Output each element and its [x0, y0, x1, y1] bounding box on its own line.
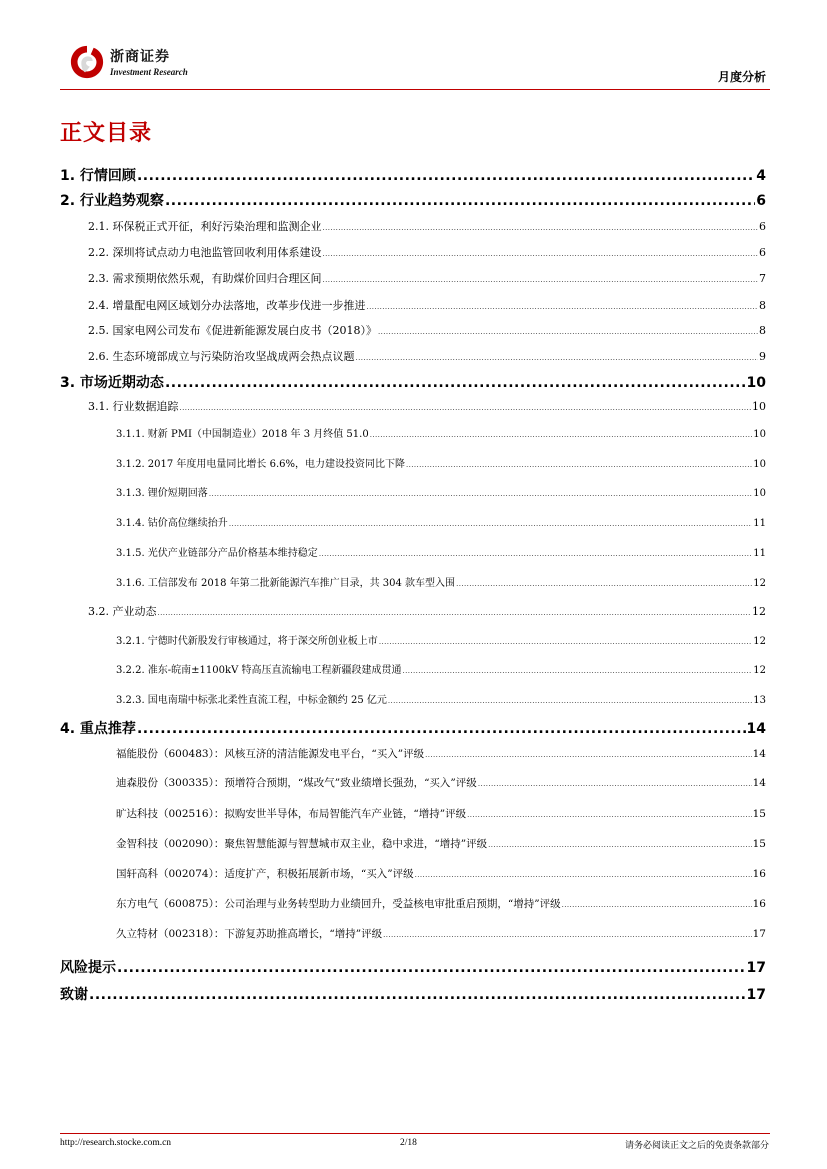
- toc-entry-page: 16: [752, 898, 766, 910]
- toc-entry[interactable]: [88, 218, 766, 234]
- toc-entry-page: 17: [746, 987, 766, 1003]
- toc-entry-label: 3.1.4. 钴价高位继续抬升: [116, 518, 228, 529]
- toc-leader-dots: [209, 490, 752, 498]
- toc-entry-label: 3.1.3. 锂价短期回落: [116, 488, 208, 499]
- toc-leader-dots: [478, 780, 752, 788]
- toc-leader-dots: [488, 841, 752, 849]
- toc-entry-label: 旷达科技（002516）：拟购安世半导体，布局智能汽车产业链，“增持”评级: [116, 808, 467, 820]
- footer-page-number: 2/18: [400, 1138, 417, 1148]
- toc-entry-page: 13: [753, 695, 766, 706]
- toc-entry-label: 3.1.5. 光伏产业链部分产品价格基本维持稳定: [116, 548, 318, 559]
- toc-entry-page: 8: [759, 324, 766, 337]
- toc-leader-dots: [456, 580, 752, 588]
- toc-entry-label: 2. 行业趋势观察: [60, 193, 164, 209]
- toc-leader-dots: [356, 354, 759, 362]
- toc-entry-label: 2.1. 环保税正式开征，利好污染治理和监测企业: [88, 220, 322, 233]
- toc-entry[interactable]: [88, 348, 766, 364]
- toc-entry[interactable]: [88, 322, 766, 338]
- toc-entry[interactable]: [60, 190, 766, 210]
- toc-entry[interactable]: [116, 455, 766, 470]
- toc-entry-page: 17: [752, 928, 766, 940]
- toc-leader-dots: [379, 638, 752, 646]
- toc-entry-label: 3.2.1. 宁德时代新股发行审核通过，将于深交所创业板上市: [116, 636, 378, 647]
- toc-leader-dots: [467, 811, 752, 819]
- toc-entry[interactable]: [88, 270, 766, 286]
- toc-entry[interactable]: [60, 984, 766, 1004]
- toc-entry-page: 4: [756, 168, 766, 184]
- toc-entry[interactable]: [116, 775, 766, 790]
- toc-entry-label: 3.1.1. 财新 PMI（中国制造业）2018 年 3 月终值 51.0: [116, 429, 369, 440]
- toc-leader-dots: [319, 550, 752, 558]
- toc-entry-page: 15: [752, 808, 766, 820]
- toc-entry-label: 东方电气（600875）：公司治理与业务转型助力业绩回升，受益核电审批重启预期，“增持”评级: [116, 898, 561, 910]
- footer-divider: [60, 1133, 770, 1134]
- toc-entry-label: 国轩高科（002074）：适度扩产，积极拓展新市场，“买入”评级: [116, 868, 414, 880]
- toc-leader-dots: [370, 431, 753, 439]
- toc-entry[interactable]: [88, 398, 766, 414]
- toc-entry-page: 10: [746, 375, 766, 391]
- toc-entry-page: 11: [753, 518, 766, 529]
- toc-entry-page: 8: [759, 299, 766, 312]
- toc-entry-page: 10: [752, 400, 766, 413]
- toc-leader-dots: [425, 751, 752, 759]
- toc-entry-label: 2.6. 生态环境部成立与污染防治攻坚战成两会热点议题: [88, 350, 355, 363]
- toc-entry-page: 7: [759, 272, 766, 285]
- toc-entry-label: 3.1.2. 2017 年度用电量同比增长 6.6%，电力建设投资同比下降: [116, 459, 406, 470]
- toc-leader-dots: [406, 461, 752, 469]
- toc-entry-page: 10: [753, 488, 766, 499]
- brand-name-cn: 浙商证券: [110, 49, 170, 65]
- header-divider: [60, 89, 770, 90]
- toc-entry-label: 迪森股份（300335）：预增符合预期，“煤改气”致业绩增长强劲，“买入”评级: [116, 777, 477, 789]
- toc-entry-page: 10: [753, 459, 766, 470]
- toc-leader-dots: [562, 901, 752, 909]
- toc-entry-label: 2.3. 需求预期依然乐观，有助煤价回归合理区间: [88, 272, 322, 285]
- toc-leader-dots: [89, 987, 746, 1003]
- toc-entry[interactable]: [88, 297, 766, 313]
- toc-leader-dots: [165, 375, 746, 391]
- toc-entry[interactable]: [116, 806, 766, 821]
- toc-entry[interactable]: [116, 746, 766, 761]
- toc-entry[interactable]: [116, 866, 766, 881]
- toc-entry-label: 3.2.3. 国电南瑞中标张北柔性直流工程，中标金额约 25 亿元: [116, 695, 387, 706]
- toc-entry-page: 12: [752, 605, 766, 618]
- toc-leader-dots: [323, 250, 759, 258]
- toc-entry-label: 2.2. 深圳将试点动力电池监管回收利用体系建设: [88, 246, 322, 259]
- toc-entry-page: 12: [753, 665, 766, 676]
- toc-entry-page: 12: [753, 578, 766, 589]
- toc-leader-dots: [402, 667, 752, 675]
- toc-entry-page: 15: [752, 838, 766, 850]
- toc-entry[interactable]: [116, 691, 766, 706]
- toc-entry-label: 福能股份（600483）：风核互济的清洁能源发电平台，“买入”评级: [116, 748, 425, 760]
- toc-entry-page: 14: [752, 777, 766, 789]
- toc-entry-page: 9: [759, 350, 766, 363]
- toc-leader-dots: [415, 871, 752, 879]
- report-type-label: 月度分析: [717, 70, 766, 84]
- toc-entry-label: 4. 重点推荐: [60, 721, 136, 737]
- toc-entry-label: 致谢: [60, 987, 88, 1003]
- zheshang-logo-icon: [68, 44, 106, 80]
- toc-entry[interactable]: [116, 484, 766, 499]
- toc-entry[interactable]: [116, 574, 766, 589]
- toc-entry[interactable]: [60, 372, 766, 392]
- toc-entry[interactable]: [88, 603, 766, 619]
- toc-entry-label: 3. 市场近期动态: [60, 375, 164, 391]
- toc-entry[interactable]: [60, 165, 766, 185]
- toc-entry-label: 金智科技（002090）：聚焦智慧能源与智慧城市双主业，稳中求进，“增持”评级: [116, 838, 488, 850]
- toc-entry-page: 14: [752, 748, 766, 760]
- toc-entry[interactable]: [116, 896, 766, 911]
- brand-block: [110, 46, 188, 77]
- toc-leader-dots: [158, 609, 752, 617]
- footer-url-link[interactable]: http://research.stocke.com.cn: [60, 1138, 172, 1148]
- toc-entry-label: 1. 行情回顾: [60, 168, 136, 184]
- toc-leader-dots: [323, 276, 759, 284]
- toc-entry-page: 10: [753, 429, 766, 440]
- toc-entry-label: 3.1. 行业数据追踪: [88, 400, 179, 413]
- toc-entry[interactable]: [116, 661, 766, 676]
- toc-entry-page: 6: [756, 193, 766, 209]
- toc-entry-label: 3.2. 产业动态: [88, 605, 157, 618]
- footer-disclaimer: 请务必阅读正文之后的免责条款部分: [624, 1141, 769, 1151]
- toc-leader-dots: [388, 697, 752, 705]
- toc-entry-page: 17: [746, 960, 766, 976]
- toc-entry-label: 2.4. 增量配电网区域划分办法落地，改革步伐进一步推进: [88, 299, 366, 312]
- toc-entry[interactable]: [116, 544, 766, 559]
- toc-entry-label: 久立特材（002318）：下游复苏助推高增长，“增持”评级: [116, 928, 383, 940]
- toc-title: 正文目录: [60, 121, 153, 146]
- toc-entry-page: 14: [746, 721, 766, 737]
- toc-entry-page: 6: [759, 246, 766, 259]
- toc-entry-label: 2.5. 国家电网公司发布《促进新能源发展白皮书（2018）》: [88, 324, 377, 337]
- toc-leader-dots: [367, 303, 759, 311]
- toc-leader-dots: [378, 328, 758, 336]
- page-header: [60, 38, 770, 90]
- toc-leader-dots: [323, 224, 759, 232]
- toc-entry[interactable]: [60, 718, 766, 738]
- toc-leader-dots: [117, 960, 746, 976]
- toc-entry-label: 3.1.6. 工信部发布 2018 年第二批新能源汽车推广目录，共 304 款车型入围: [116, 578, 456, 589]
- toc-entry[interactable]: [116, 836, 766, 851]
- toc-entry-page: 11: [753, 548, 766, 559]
- toc-entry-page: 16: [752, 868, 766, 880]
- toc-leader-dots: [137, 168, 755, 184]
- toc-entry[interactable]: [116, 632, 766, 647]
- toc-leader-dots: [383, 931, 752, 939]
- toc-entry-page: 12: [753, 636, 766, 647]
- toc-entry-label: 3.2.2. 准东-皖南±1100kV 特高压直流输电工程新疆段建成贯通: [116, 665, 402, 676]
- toc-entry[interactable]: [116, 514, 766, 529]
- toc-leader-dots: [165, 193, 755, 209]
- toc-entry[interactable]: [60, 957, 766, 977]
- toc-leader-dots: [229, 520, 752, 528]
- toc-entry[interactable]: [116, 425, 766, 440]
- toc-leader-dots: [180, 404, 752, 412]
- toc-leader-dots: [137, 721, 746, 737]
- toc-entry-page: 6: [759, 220, 766, 233]
- toc-entry[interactable]: [88, 244, 766, 260]
- toc-entry[interactable]: [116, 926, 766, 941]
- brand-name-en: Investment Research: [110, 67, 188, 77]
- toc-entry-label: 风险提示: [60, 960, 116, 976]
